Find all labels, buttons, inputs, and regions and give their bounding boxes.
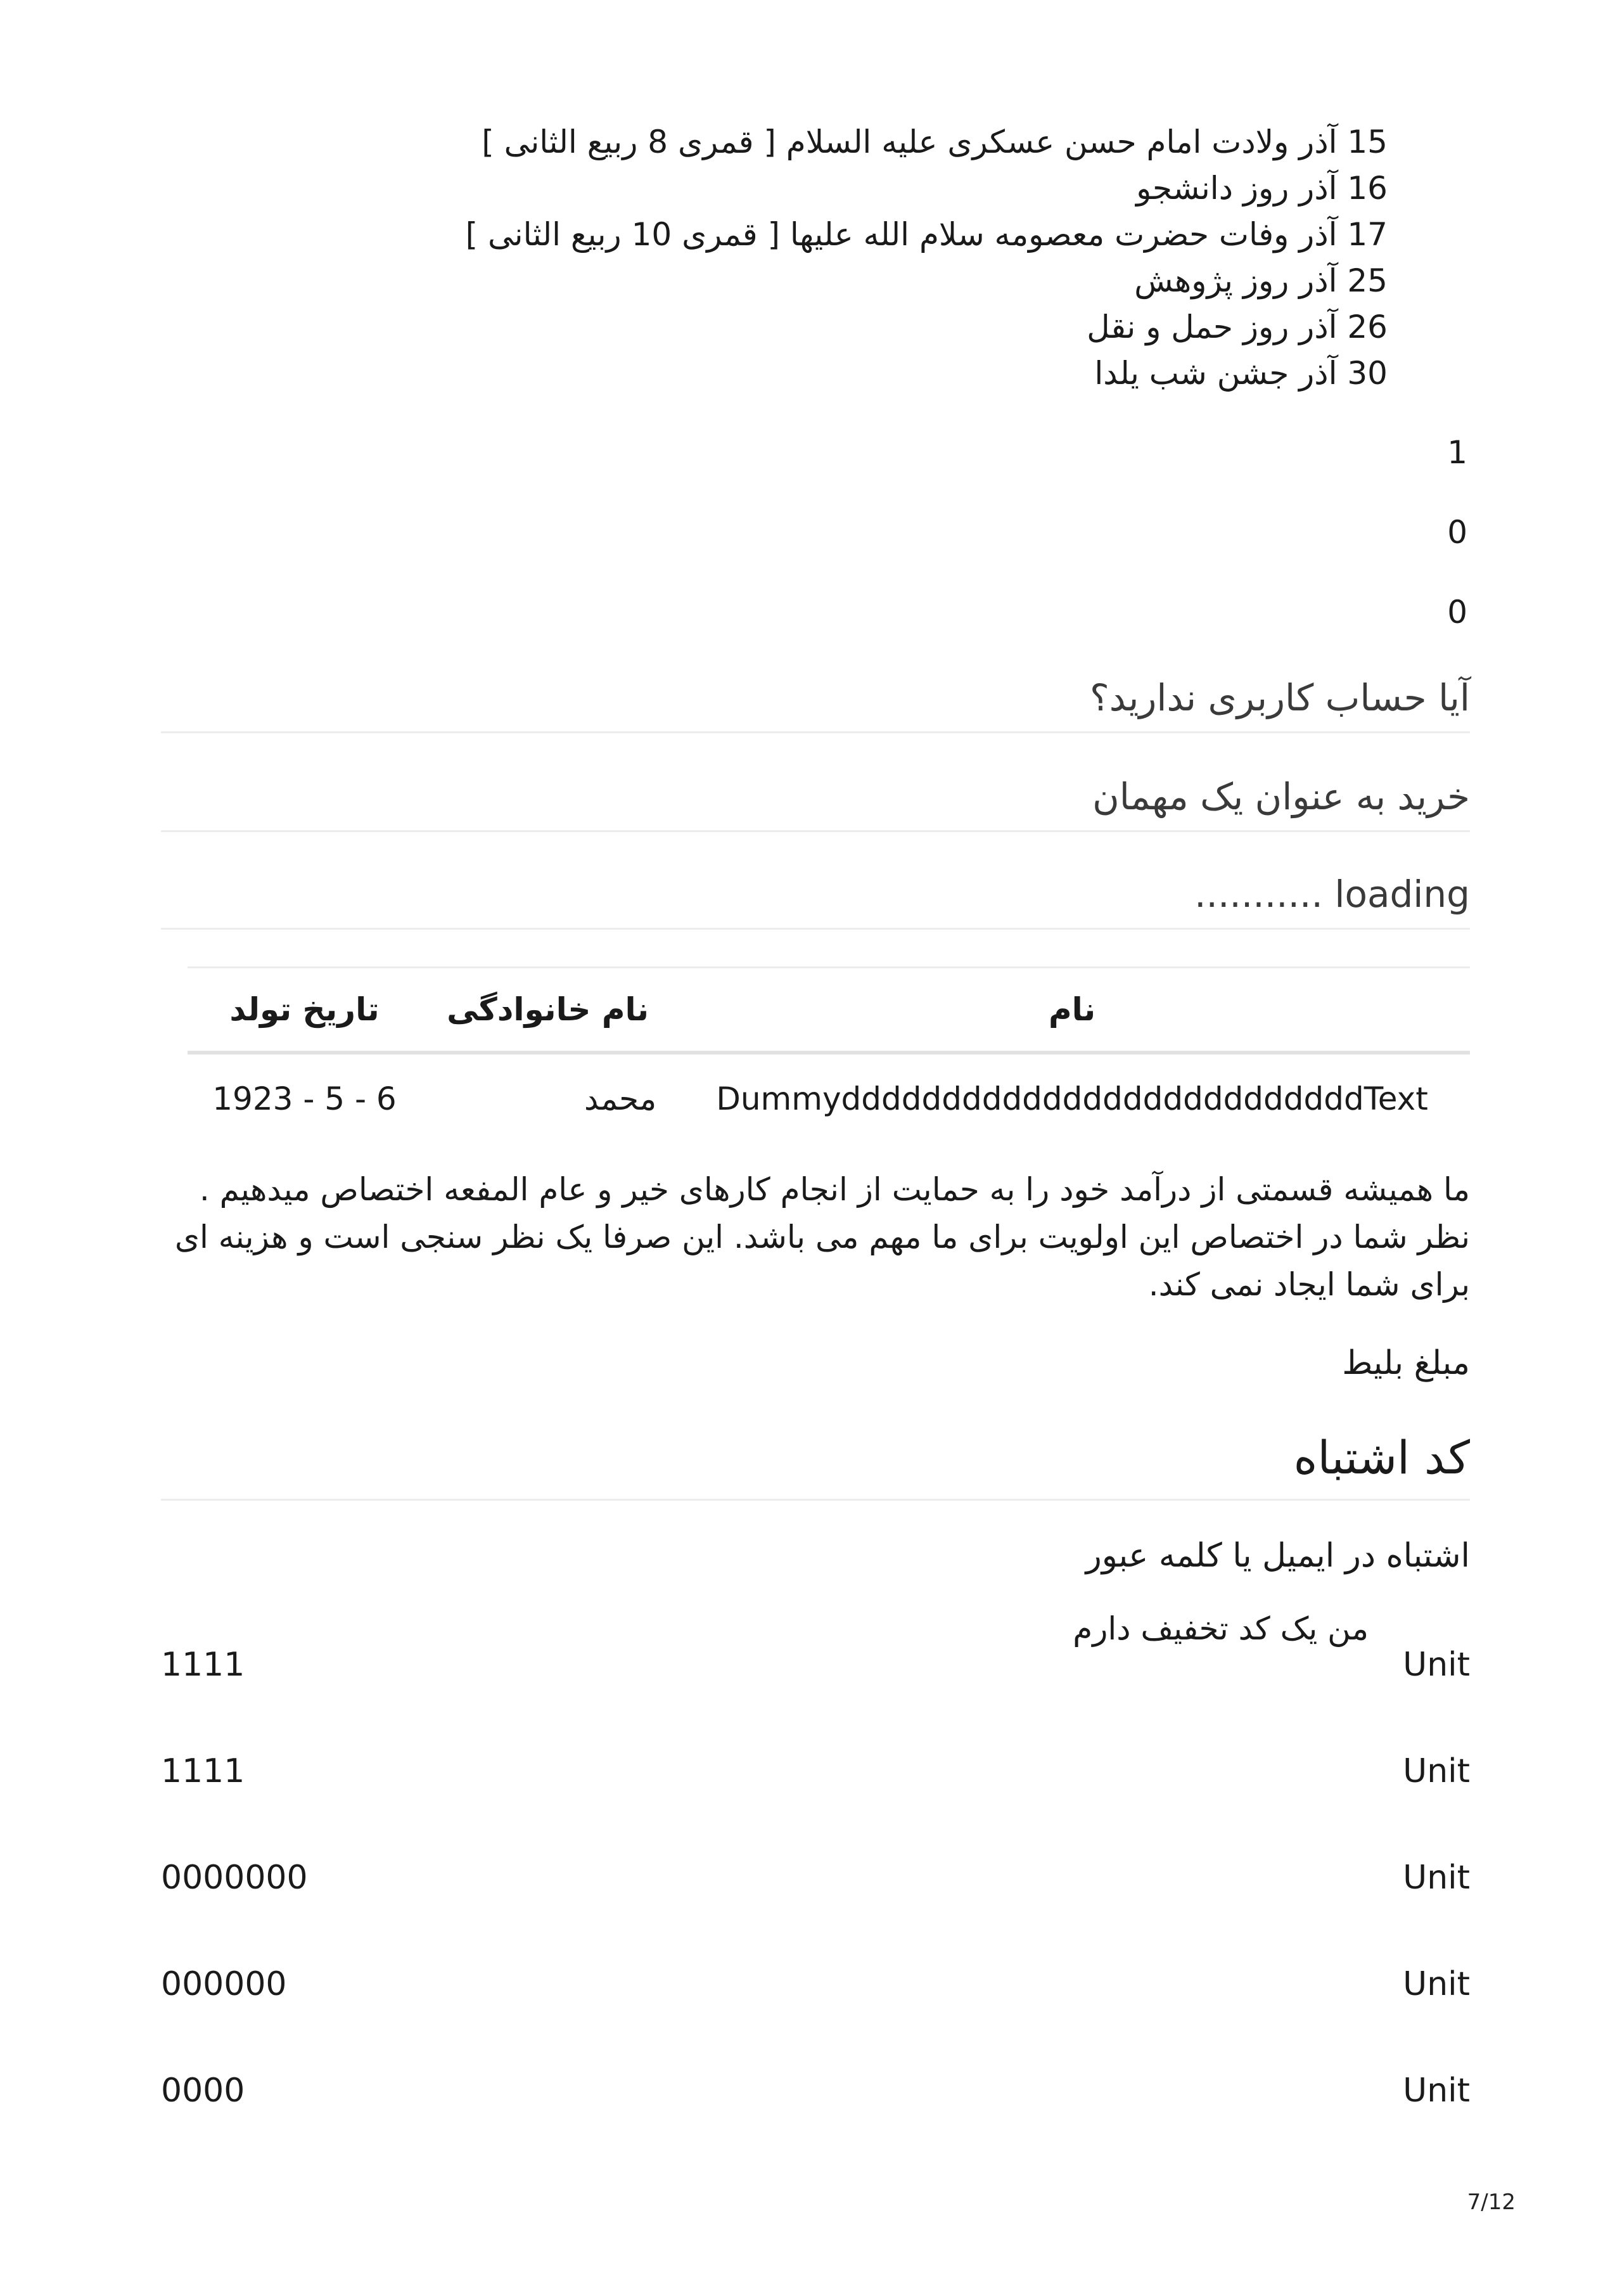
count-value: 0 (1447, 594, 1467, 631)
unit-row (161, 1849, 1470, 1906)
event-item: 26 آذر روز حمل و نقل (1087, 309, 1388, 345)
events-list (380, 119, 1388, 397)
no-account-heading[interactable]: آیا حساب کاربری ندارید؟ (161, 663, 1470, 733)
unit-value: 0000 (161, 2072, 245, 2110)
error-title: کد اشتباه (161, 1426, 1470, 1501)
ticket-price-label: مبلغ بلیط (1342, 1344, 1470, 1382)
event-item: 17 آذر وفات حضرت معصومه سلام الله علیها [ قمری 10 ربیع الثانی ] (465, 216, 1388, 253)
unit-value: 1111 (161, 1646, 245, 1684)
charity-paragraph: ما همیشه قسمتی از درآمد خود را به حمایت از انجام کارهای خیر و عام المفعه اختصاص میدهیم . نظر شما در اختصاص این اولویت برای ما مهم می باشد. این صرفا یک نظر سنجی است و هزینه ای برای شما ایجاد نمی کند. (174, 1171, 1470, 1303)
count-value: 1 (1447, 434, 1467, 471)
count-value: 0 (1447, 514, 1467, 551)
people-table (188, 966, 1470, 1143)
unit-value: 000000 (161, 1965, 287, 2003)
unit-row (161, 1636, 1470, 1693)
column-header-name: نام (674, 968, 1470, 1053)
cell-birth: 1923 - 5 - 6 (212, 1081, 397, 1117)
loading-indicator: ........... loading (161, 859, 1470, 930)
unit-label: Unit (1403, 1859, 1470, 1897)
column-header-birth: تاریخ تولد (188, 968, 421, 1053)
event-item: 16 آذر روز دانشجو (1136, 170, 1388, 207)
event-item: 25 آذر روز پژوهش (1134, 262, 1388, 299)
table-row (188, 1053, 1470, 1143)
unit-value: 1111 (161, 1752, 245, 1790)
guest-purchase-heading[interactable]: خرید به عنوان یک مهمان (161, 762, 1470, 832)
discount-code-link[interactable]: من یک کد تخفیف دارم (1073, 1610, 1369, 1647)
page-indicator: 7/12 (1467, 2190, 1516, 2215)
unit-value: 0000000 (161, 1859, 308, 1897)
unit-label: Unit (1403, 2072, 1470, 2110)
unit-label: Unit (1403, 1646, 1470, 1684)
event-item: 30 آذر جشن شب یلدا (1094, 355, 1388, 392)
event-item: 15 آذر ولادت امام حسن عسکری علیه السلام [ قمری 8 ربیع الثانی ] (482, 124, 1388, 160)
cell-name: DummyddddddddddddddddddddddddddText (716, 1081, 1428, 1117)
column-header-family: نام خانوادگی (421, 968, 674, 1053)
table-header-row (188, 968, 1470, 1053)
unit-row (161, 2062, 1470, 2119)
cell-family: محمد (584, 1081, 657, 1117)
unit-label: Unit (1403, 1752, 1470, 1790)
unit-label: Unit (1403, 1965, 1470, 2003)
unit-row (161, 1956, 1470, 2013)
error-message: اشتباه در ایمیل یا کلمه عبور (1085, 1537, 1470, 1575)
unit-row (161, 1743, 1470, 1800)
